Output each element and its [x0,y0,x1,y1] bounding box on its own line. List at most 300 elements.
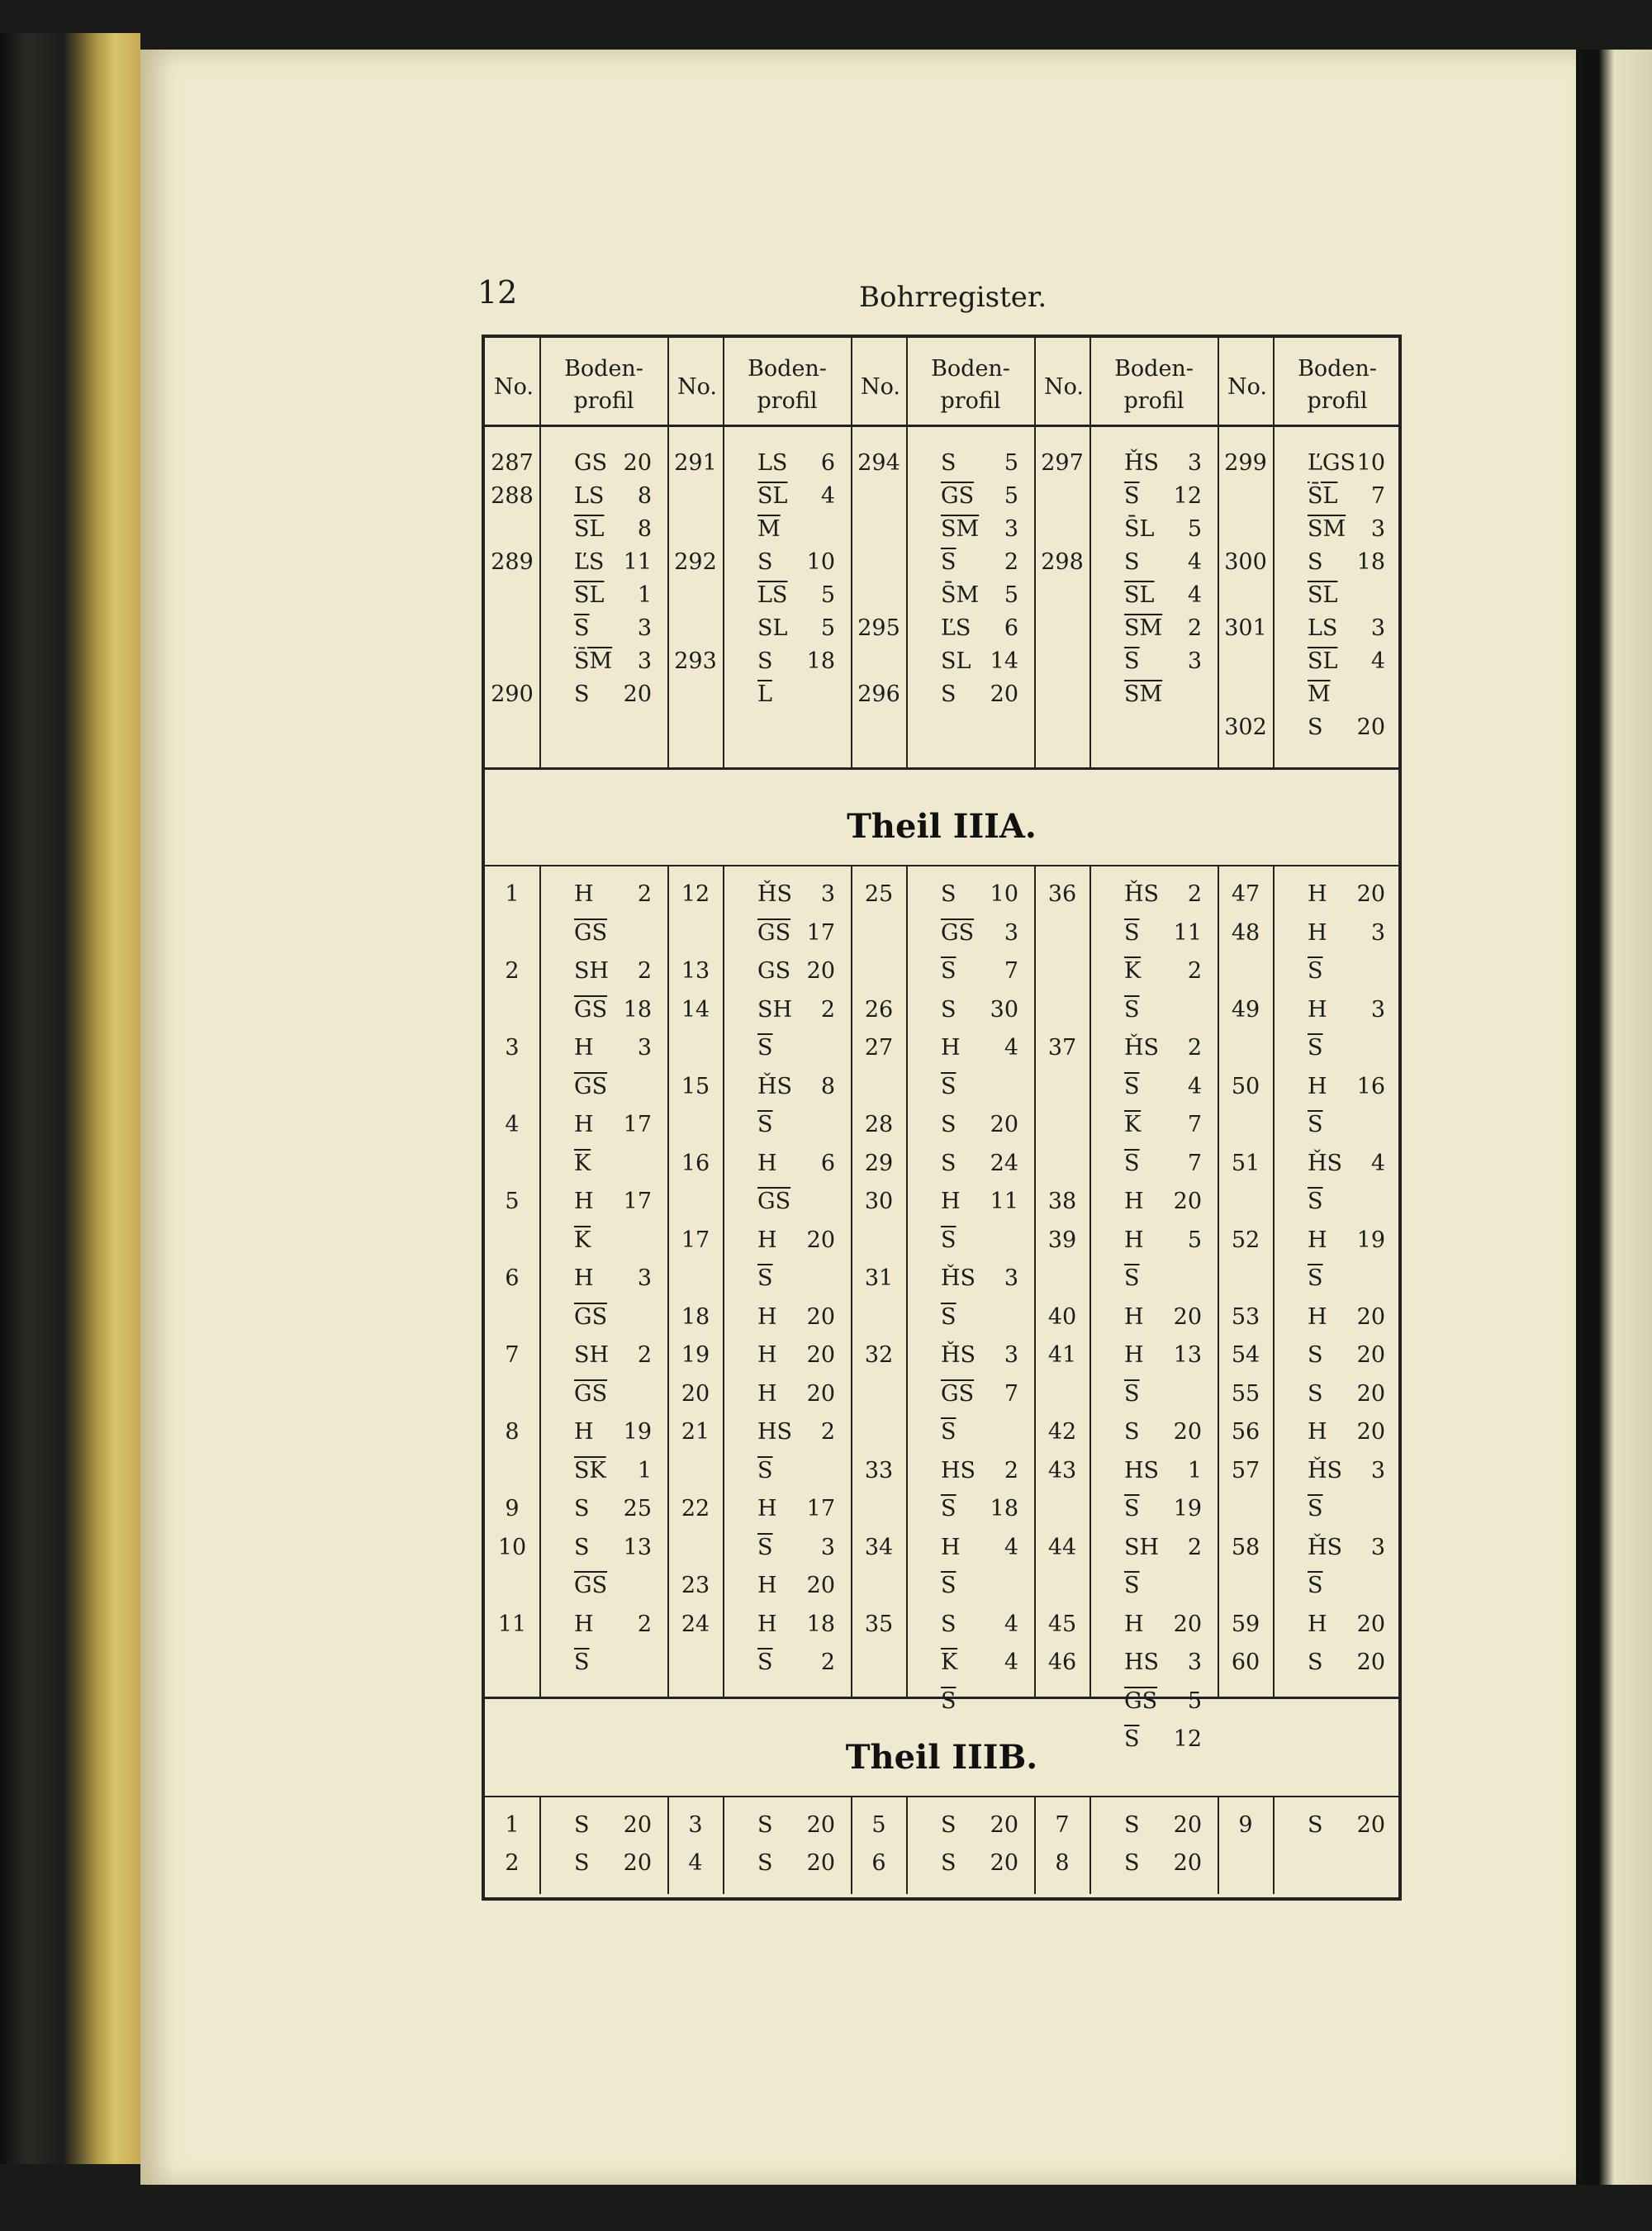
soil-profile-layer [1308,683,1385,705]
soil-code: LS [574,483,605,509]
soil-code: S̄L [1308,483,1338,509]
soil-profile-layer [1308,1152,1385,1175]
soil-depth: 20 [1356,1342,1385,1368]
soil-profile-layer [941,551,1018,573]
soil-depth: 17 [806,1496,835,1521]
soil-profile-layer [1124,883,1202,905]
header-profile-2 [723,353,852,417]
soil-profile-layer [1124,1152,1202,1175]
soil-code: LS [1308,615,1338,641]
soil-profile-layer [1124,1075,1202,1098]
soil-code: $\overline{S}$ [941,1687,957,1714]
soil-profile-layer [941,1267,1018,1289]
header-profile-line-2: profil [757,388,818,415]
soil-code: $\overline{S}$ [941,1227,957,1253]
header-profile-3 [906,353,1035,417]
soil-code: H [574,1611,594,1637]
soil-profile-layer [1124,1852,1202,1874]
soil-profile-layer [757,883,835,905]
header-profile-line-2: profil [1123,388,1184,415]
soil-code: $\overline{S}$ [941,1573,957,1598]
soil-profile-layer [1124,518,1202,540]
soil-depth: 1 [637,1457,652,1483]
entry-number: 20 [681,1380,710,1407]
soil-depth: 5 [1004,582,1018,608]
soil-depth: 12 [1173,483,1202,509]
soil-code: $\overline{S}$ [757,1457,773,1483]
header-profile-line-1: Boden- [564,356,643,382]
soil-code: SL [757,615,788,641]
column-divider [1034,865,1036,1697]
soil-code: ȞS [1308,1534,1343,1560]
soil-profile-layer [757,1380,835,1407]
soil-depth: 4 [820,483,835,509]
soil-code: $\overline{S}$ [1124,996,1140,1023]
soil-code: H [1308,1611,1327,1637]
entry-number: 293 [674,648,717,674]
soil-code: S [757,1812,773,1838]
soil-code: H [574,1419,594,1445]
soil-profile-layer [1124,960,1202,982]
soil-profile-layer [941,1852,1018,1874]
entry-number: 54 [1231,1342,1260,1368]
soil-profile-layer [574,452,652,474]
entry-number: 291 [674,450,717,476]
soil-profile-layer [757,617,835,639]
section-title-iiia: Theil IIIA. [847,807,1037,846]
soil-profile-layer [941,1075,1018,1098]
entry-number: 42 [1047,1419,1077,1445]
soil-code: $\overline{S}$ [1124,1496,1140,1521]
soil-code: $\overline{S}$ [1308,1035,1323,1061]
soil-depth: 4 [1187,549,1202,575]
soil-code: $\overline{S}$ [941,1419,957,1445]
soil-code: $\overline{GS}$ [757,919,791,946]
soil-profile-layer [941,650,1018,672]
soil-code: $\overline{S}$ [941,1073,957,1099]
header-profile-line-2: profil [940,388,1001,415]
soil-depth: 2 [637,958,652,984]
soil-code: S [941,1611,957,1637]
soil-code: $\overline{S}$ [574,615,590,641]
soil-code: S [1308,549,1323,575]
soil-code: S̄M [574,648,613,674]
soil-code: S [941,1850,957,1876]
soil-code: H [1308,1227,1327,1253]
soil-profile-layer [1308,1457,1385,1483]
header-profile-line-1: Boden- [1298,356,1377,382]
soil-code: $\overline{M}$ [757,516,781,542]
soil-depth: 18 [806,1611,835,1637]
soil-profile-layer [574,1152,652,1175]
soil-profile-layer [1308,452,1385,474]
header-profile-line-2: profil [573,388,634,415]
soil-profile-layer [1308,1075,1385,1098]
column-divider [667,1796,669,1894]
entry-number: 16 [681,1150,710,1176]
header-divider [485,425,1398,427]
entry-number: 9 [505,1496,520,1521]
soil-depth: 2 [1187,881,1202,907]
soil-depth: 3 [1370,996,1385,1023]
entry-number: 288 [491,483,534,509]
soil-code: S [574,1534,590,1560]
soil-code: $\overline{S}$ [1124,1150,1140,1176]
soil-profile-layer [757,960,835,982]
soil-code: $\overline{GS}$ [941,483,975,509]
soil-code: S [1308,714,1323,740]
soil-profile-layer [941,1498,1018,1520]
soil-depth: 3 [637,1265,652,1291]
soil-code: S [941,681,957,707]
soil-code: SH [1124,1534,1160,1560]
soil-depth: 20 [990,1112,1018,1137]
soil-profile-layer [941,1113,1018,1136]
soil-depth: 10 [990,881,1018,907]
entry-number: 47 [1231,881,1260,907]
soil-code: GS [757,958,791,984]
header-profile-line-1: Boden- [931,356,1010,382]
soil-profile-layer [1308,584,1385,606]
soil-profile-layer [574,1380,652,1407]
soil-depth: 20 [1356,1419,1385,1445]
soil-depth: 5 [1187,1687,1202,1714]
soil-profile-layer [1308,1344,1385,1366]
soil-code: $\overline{GS}$ [941,1380,975,1407]
soil-profile-layer [941,617,1018,639]
soil-depth: 14 [990,648,1018,674]
header-no-4: No. [1044,374,1084,400]
soil-depth: 25 [623,1496,652,1521]
soil-profile-layer [574,1075,652,1098]
soil-code: S [1124,1812,1140,1838]
soil-profile-layer [1308,1303,1385,1330]
soil-profile-layer [1308,1113,1385,1136]
soil-depth: 20 [1173,1189,1202,1214]
soil-profile-layer [1308,1613,1385,1635]
soil-code: $\overline{S}$ [1308,1112,1323,1137]
soil-depth: 10 [806,549,835,575]
soil-code: ȞS [757,1073,793,1099]
soil-code: SH [574,958,610,984]
soil-profile-layer [1124,485,1202,507]
soil-code: $\overline{S}$ [1308,1496,1323,1521]
soil-profile-layer [1308,1229,1385,1251]
soil-profile-layer [941,1190,1018,1213]
soil-profile-layer [757,1152,835,1175]
soil-code: ȞS [1124,450,1160,476]
soil-profile-layer [1308,1498,1385,1520]
soil-profile-layer [1124,1728,1202,1750]
soil-profile-layer [574,1651,652,1673]
soil-depth: 20 [1356,1650,1385,1675]
soil-profile-layer [574,1498,652,1520]
soil-depth: 18 [1356,549,1385,575]
no-divider [1273,338,1275,767]
soil-code: $\overline{GS}$ [574,996,608,1023]
soil-code: $\overline{GS}$ [757,1189,791,1214]
soil-depth: 2 [1187,1534,1202,1560]
soil-depth: 20 [806,1812,835,1838]
entry-number: 9 [1238,1812,1253,1838]
soil-code: H [1124,1342,1144,1368]
soil-code: S [757,1850,773,1876]
soil-depth: 20 [1356,1380,1385,1407]
no-divider [1089,1796,1091,1894]
soil-code: H [757,1611,777,1637]
soil-code: SL [941,648,971,674]
entry-number: 292 [674,549,717,575]
soil-depth: 3 [1370,1534,1385,1560]
entry-number: 55 [1231,1380,1260,1407]
soil-depth: 3 [1004,516,1018,542]
soil-profile-layer [757,452,835,474]
soil-code: $\overline{S}$ [1308,1573,1323,1598]
soil-depth: 7 [1187,1112,1202,1137]
facing-page-edge [1576,50,1652,2185]
header-profile-1 [539,353,668,417]
soil-code: $\overline{K}$ [941,1650,958,1675]
soil-code: S̄L [1124,516,1155,542]
entry-number: 300 [1224,549,1267,575]
soil-code: S [574,1850,590,1876]
soil-depth: 11 [990,1189,1018,1214]
entry-number: 30 [864,1189,894,1214]
entry-number: 6 [871,1850,886,1876]
soil-profile-layer [574,1267,652,1289]
soil-profile-layer [757,1613,835,1635]
no-divider [1089,865,1091,1697]
soil-depth: 20 [1173,1419,1202,1445]
soil-code: $\overline{SL}$ [574,582,605,608]
soil-code: H [1124,1189,1144,1214]
entry-number: 26 [864,996,894,1023]
entry-number: 1 [505,881,520,907]
soil-code: ȞS [941,1342,976,1368]
no-divider [1273,865,1275,1697]
soil-code: $\overline{S}$ [757,1035,773,1061]
soil-depth: 1 [1187,1457,1202,1483]
entry-number: 297 [1041,450,1084,476]
soil-depth: 19 [623,1419,652,1445]
soil-depth: 20 [806,1380,835,1407]
soil-depth: 17 [806,919,835,946]
entry-number: 1 [505,1812,520,1838]
soil-profile-layer [941,1651,1018,1673]
soil-code: $\overline{GS}$ [574,1073,608,1099]
iiib-top-rule [485,1796,1398,1797]
soil-code: $\overline{SL}$ [1124,582,1155,608]
soil-depth: 5 [1004,450,1018,476]
entry-number: 52 [1231,1227,1260,1253]
soil-depth: 1 [637,582,652,608]
soil-profile-layer [757,1457,835,1483]
soil-profile-layer [1124,1267,1202,1289]
soil-code: H [1308,919,1327,946]
header-no-5: No. [1227,374,1267,400]
soil-profile-layer [1124,1380,1202,1407]
column-divider [1218,338,1219,767]
soil-profile-layer [1124,650,1202,672]
soil-code: $\overline{K}$ [574,1227,591,1253]
soil-code: S̄M [941,582,980,608]
entry-number: 12 [681,881,710,907]
soil-code: ȞS [757,881,793,907]
soil-code: H [1124,1227,1144,1253]
soil-depth: 2 [637,1342,652,1368]
entry-number: 39 [1047,1227,1077,1253]
soil-profile-layer [574,551,652,573]
soil-profile-layer [757,1267,835,1289]
soil-code: S [757,648,773,674]
soil-profile-layer [574,1814,652,1836]
soil-profile-layer [574,883,652,905]
soil-profile-layer [1308,1267,1385,1289]
soil-profile-layer [1308,617,1385,639]
soil-depth: 18 [990,1496,1018,1521]
no-divider [723,865,724,1697]
soil-code: ĽS [941,615,971,641]
soil-depth: 19 [1173,1496,1202,1521]
soil-profile-layer [574,1613,652,1635]
soil-code: S [1308,1650,1323,1675]
soil-profile-layer [1308,1536,1385,1559]
soil-depth: 3 [820,1534,835,1560]
soil-profile-layer [1308,1190,1385,1213]
soil-depth: 4 [1004,1534,1018,1560]
soil-code: HS [757,1419,793,1445]
soil-code: ȞS [1308,1457,1343,1483]
soil-profile-layer [757,683,835,705]
soil-depth: 7 [1004,1380,1018,1407]
soil-profile-layer [574,1457,652,1483]
soil-profile-layer [941,1344,1018,1366]
soil-profile-layer [1124,1190,1202,1213]
soil-profile-layer [574,1536,652,1559]
soil-code: $\overline{K}$ [574,1150,591,1176]
entry-number: 49 [1231,996,1260,1023]
soil-profile-layer [941,1574,1018,1597]
entry-number: 57 [1231,1457,1260,1483]
soil-depth: 3 [1370,516,1385,542]
soil-code: $\overline{S}$ [941,1303,957,1330]
soil-profile-layer [574,518,652,540]
soil-code: HS [941,1457,976,1483]
column-divider [1034,338,1036,767]
soil-profile-layer [1308,1380,1385,1407]
soil-profile-layer [757,485,835,507]
soil-depth: 3 [1187,648,1202,674]
no-divider [723,1796,724,1894]
soil-profile-layer [941,1613,1018,1635]
soil-code: ȞS [941,1265,976,1291]
soil-profile-layer [574,650,652,672]
soil-code: SH [574,1342,610,1368]
soil-code: H [1124,1611,1144,1637]
entry-number: 4 [505,1112,520,1137]
entry-number: 298 [1041,549,1084,575]
soil-code: $\overline{GS}$ [574,1573,608,1598]
entry-number: 51 [1231,1150,1260,1176]
soil-profile-layer [1308,1421,1385,1443]
soil-code: S [574,681,590,707]
soil-depth: 24 [990,1150,1018,1176]
soil-depth: 20 [806,1573,835,1598]
soil-profile-layer [941,1380,1018,1407]
soil-depth: 20 [990,681,1018,707]
soil-profile-layer [1124,919,1202,946]
soil-profile-layer [757,1190,835,1213]
soil-profile-layer [1124,1303,1202,1330]
soil-profile-layer [574,1303,652,1330]
entry-number: 13 [681,958,710,984]
soil-profile-layer [757,1421,835,1443]
soil-profile-layer [1308,518,1385,540]
soil-profile-layer [574,1229,652,1251]
soil-profile-layer [1124,1651,1202,1673]
soil-depth: 20 [1356,1812,1385,1838]
entry-number: 6 [505,1265,520,1291]
entry-number: 3 [505,1035,520,1061]
soil-depth: 2 [820,1419,835,1445]
entry-number: 301 [1224,615,1267,641]
soil-profile-layer [574,960,652,982]
soil-profile-layer [941,683,1018,705]
entry-number: 43 [1047,1457,1077,1483]
soil-code: S [941,1150,957,1176]
entry-number: 22 [681,1496,710,1521]
entry-number: 28 [864,1112,894,1137]
soil-depth: 2 [820,1650,835,1675]
soil-code: H [574,1112,594,1137]
soil-code: H [757,1303,777,1330]
soil-code: H [574,881,594,907]
soil-code: $\overline{S}$ [1124,1573,1140,1598]
soil-code: ȞS [1308,1150,1343,1176]
entry-number: 53 [1231,1303,1260,1330]
soil-profile-layer [757,1814,835,1836]
soil-depth: 6 [820,1150,835,1176]
soil-code: $\overline{S}$ [757,1265,773,1291]
entry-number: 7 [505,1342,520,1368]
soil-depth: 4 [1370,1150,1385,1176]
soil-depth: 2 [1187,615,1202,641]
soil-profile-layer [574,617,652,639]
soil-code: $\overline{S}$ [941,1496,957,1521]
soil-profile-layer [1124,1229,1202,1251]
soil-depth: 20 [806,1227,835,1253]
soil-depth: 13 [1173,1342,1202,1368]
page-title: Bohrregister. [859,281,1047,314]
soil-depth: 20 [1173,1812,1202,1838]
soil-code: $\overline{SL}$ [1308,648,1338,674]
soil-depth: 20 [1356,1303,1385,1330]
soil-depth: 8 [820,1073,835,1099]
entry-number: 302 [1224,714,1267,740]
soil-depth: 4 [1370,648,1385,674]
soil-code: S [574,1496,590,1521]
soil-profile-layer [1124,1498,1202,1520]
entry-number: 37 [1047,1035,1077,1061]
soil-profile-layer [1124,1574,1202,1597]
soil-code: $\overline{S}$ [1124,1073,1140,1099]
entry-number: 5 [871,1812,886,1838]
soil-code: $\overline{S}$ [941,549,957,575]
soil-profile-layer [1124,1814,1202,1836]
soil-depth: 4 [1187,1073,1202,1099]
soil-depth: 3 [637,648,652,674]
soil-code: $\overline{S}$ [1124,648,1140,674]
